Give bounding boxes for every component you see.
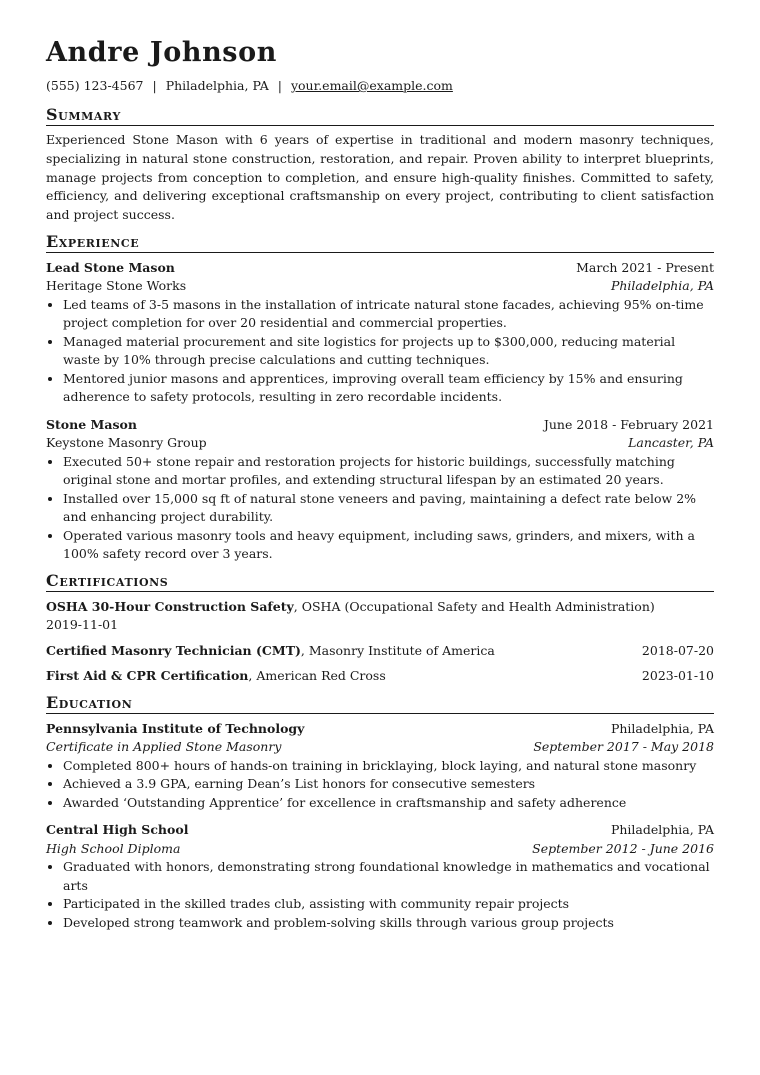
bullet-item: • Awarded ‘Outstanding Apprentice’ for excellence in craftsmanship and safety adherence: [63, 794, 714, 813]
email-link[interactable]: your.email@example.com: [290, 78, 453, 93]
education-entry: [46, 720, 714, 813]
experience-section: [46, 233, 714, 564]
school-name: Pennsylvania Institute of Technology: [46, 720, 305, 736]
job-dates: June 2018 - February 2021: [543, 416, 714, 432]
certification-item: [46, 642, 714, 661]
bullet-item: • Executed 50+ stone repair and restoration projects for historic buildings, successfully matching original stone and mortar profiles, and extending structural lifespan by an estimated 20 years.: [63, 453, 714, 490]
bullet-item: • Graduated with honors, demonstrating strong foundational knowledge in mathematics and vocational arts: [63, 858, 714, 895]
contact-separator: |: [277, 78, 282, 93]
certification-name: Certified Masonry Technician (CMT): [46, 642, 301, 658]
bullet-item: • Completed 800+ hours of hands-on training in bricklaying, block laying, and natural stone masonry: [63, 757, 714, 776]
education-heading: Education: [46, 694, 714, 714]
certifications-section: [46, 572, 714, 686]
certification-item: [46, 598, 714, 635]
certification-name: First Aid & CPR Certification: [46, 668, 249, 684]
job-location: Philadelphia, PA: [610, 278, 714, 294]
company-name: Keystone Masonry Group: [46, 435, 207, 451]
education-dates: September 2012 - June 2016: [532, 840, 714, 856]
job-title: Lead Stone Mason: [46, 259, 175, 275]
certification-issuer: , Masonry Institute of America: [300, 642, 495, 658]
education-bullets: [46, 858, 714, 932]
education-entry: [46, 821, 714, 932]
certification-issuer: , OSHA (Occupational Safety and Health Administration): [293, 598, 655, 614]
phone-number: (555) 123-4567: [46, 78, 144, 93]
certification-date: 2019-11-01: [46, 617, 119, 633]
summary-section: [46, 106, 714, 225]
degree-name: High School Diploma: [46, 840, 181, 856]
certification-date: 2018-07-20: [641, 642, 714, 658]
certification-item: [46, 667, 714, 686]
summary-heading: Summary: [46, 106, 714, 126]
resume-page: [46, 36, 714, 932]
education-bullets: [46, 757, 714, 813]
bullet-item: • Managed material procurement and site logistics for projects up to $300,000, reducing material waste by 10% through precise calculations and cutting techniques.: [63, 333, 714, 370]
bullet-item: • Developed strong teamwork and problem-solving skills through various group projects: [63, 914, 714, 933]
school-name: Central High School: [46, 822, 189, 838]
job-bullets: [46, 296, 714, 407]
bullet-item: • Installed over 15,000 sq ft of natural stone veneers and paving, maintaining a defect rate below 2% and enhancing project durability.: [63, 490, 714, 527]
bullet-item: • Led teams of 3-5 masons in the installation of intricate natural stone facades, achieving 95% on-time project completion for over 20 residential and commercial properties.: [63, 296, 714, 333]
experience-heading: Experience: [46, 233, 714, 253]
contact-line: [46, 78, 714, 94]
bullet-item: • Achieved a 3.9 GPA, earning Dean’s List honors for consecutive semesters: [63, 775, 714, 794]
job-location: Lancaster, PA: [628, 435, 714, 451]
certifications-heading: Certifications: [46, 572, 714, 592]
certification-issuer: , American Red Cross: [248, 668, 386, 684]
degree-name: Certificate in Applied Stone Masonry: [46, 739, 282, 755]
school-location: Philadelphia, PA: [610, 720, 714, 736]
education-dates: September 2017 - May 2018: [533, 739, 714, 755]
company-name: Heritage Stone Works: [46, 278, 187, 294]
job-title: Stone Mason: [46, 416, 137, 432]
location: Philadelphia, PA: [165, 78, 269, 93]
contact-separator: |: [152, 78, 157, 93]
school-location: Philadelphia, PA: [610, 822, 714, 838]
summary-text: Experienced Stone Mason with 6 years of expertise in traditional and modern masonry techniques, specializing in natural stone construction, restoration, and repair. Proven ability to interpret blueprints, manage projects from conception to completion, and ensure high-quality finishes. Committed to safety, efficiency, and delivering exceptional craftsmanship on every project, contributing to client satisfaction and project success.: [46, 132, 714, 223]
certification-name: OSHA 30-Hour Construction Safety: [46, 598, 294, 614]
candidate-name: Andre Johnson: [46, 37, 277, 68]
job-entry: [46, 259, 714, 407]
education-section: [46, 694, 714, 933]
job-entry: [46, 416, 714, 564]
bullet-item: • Participated in the skilled trades club, assisting with community repair projects: [63, 895, 714, 914]
bullet-item: • Operated various masonry tools and heavy equipment, including saws, grinders, and mixers, with a 100% safety record over 3 years.: [63, 527, 714, 564]
job-dates: March 2021 - Present: [576, 259, 714, 275]
bullet-item: • Mentored junior masons and apprentices, improving overall team efficiency by 15% and ensuring adherence to safety protocols, resulting in zero recordable incidents.: [63, 370, 714, 407]
certification-date: 2023-01-10: [641, 668, 714, 684]
job-bullets: [46, 453, 714, 564]
